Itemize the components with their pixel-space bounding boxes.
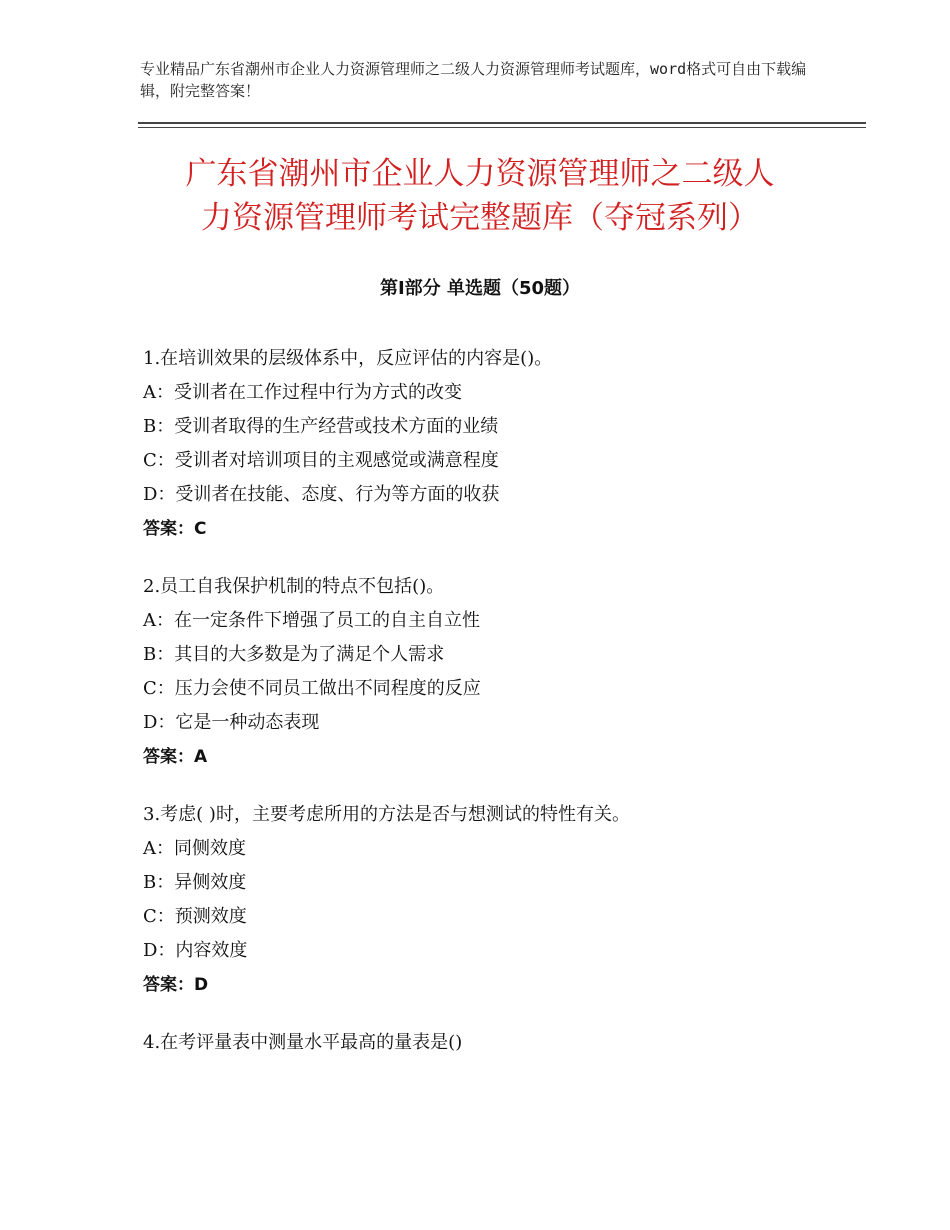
option-d: D：内容效度 xyxy=(143,940,248,961)
question-1 xyxy=(143,342,843,546)
question-2 xyxy=(143,570,843,774)
header-note: 专业精品广东省潮州市企业人力资源管理师之二级人力资源管理师考试题库，word格式可自由下载编辑，附完整答案！ xyxy=(140,60,807,100)
header-divider-thick xyxy=(138,122,866,124)
question-stem: 1.在培训效果的层级体系中，反应评估的内容是()。 xyxy=(143,348,553,369)
option-c: C：压力会使不同员工做出不同程度的反应 xyxy=(143,678,481,699)
option-c: C：受训者对培训项目的主观感觉或满意程度 xyxy=(143,450,499,471)
question-stem: 3.考虑( )时，主要考虑所用的方法是否与想测试的特性有关。 xyxy=(143,804,630,825)
title-line-2: 力资源管理师考试完整题库（夺冠系列） xyxy=(201,200,759,236)
document-title xyxy=(140,152,820,240)
answer: 答案：C xyxy=(143,519,207,539)
option-a: A：在一定条件下增强了员工的自主自立性 xyxy=(143,610,480,631)
answer: 答案：D xyxy=(143,975,209,995)
section-title: 第Ⅰ部分 单选题（50题） xyxy=(379,278,580,299)
question-stem: 2.员工自我保护机制的特点不包括()。 xyxy=(143,576,445,597)
option-a: A：同侧效度 xyxy=(143,838,246,859)
question-3 xyxy=(143,798,843,1002)
option-d: D：它是一种动态表现 xyxy=(143,712,320,733)
option-b: B：异侧效度 xyxy=(143,872,247,893)
answer: 答案：A xyxy=(143,747,208,767)
question-4 xyxy=(143,1026,843,1060)
option-d: D：受训者在技能、态度、行为等方面的收获 xyxy=(143,484,500,505)
option-a: A：受训者在工作过程中行为方式的改变 xyxy=(143,382,462,403)
title-line-1: 广东省潮州市企业人力资源管理师之二级人 xyxy=(185,156,775,192)
question-list xyxy=(143,342,843,1084)
question-stem: 4.在考评量表中测量水平最高的量表是() xyxy=(143,1032,463,1053)
option-b: B：受训者取得的生产经营或技术方面的业绩 xyxy=(143,416,499,437)
option-b: B：其目的大多数是为了满足个人需求 xyxy=(143,644,445,665)
option-c: C：预测效度 xyxy=(143,906,247,927)
header-divider-thin xyxy=(138,127,866,128)
